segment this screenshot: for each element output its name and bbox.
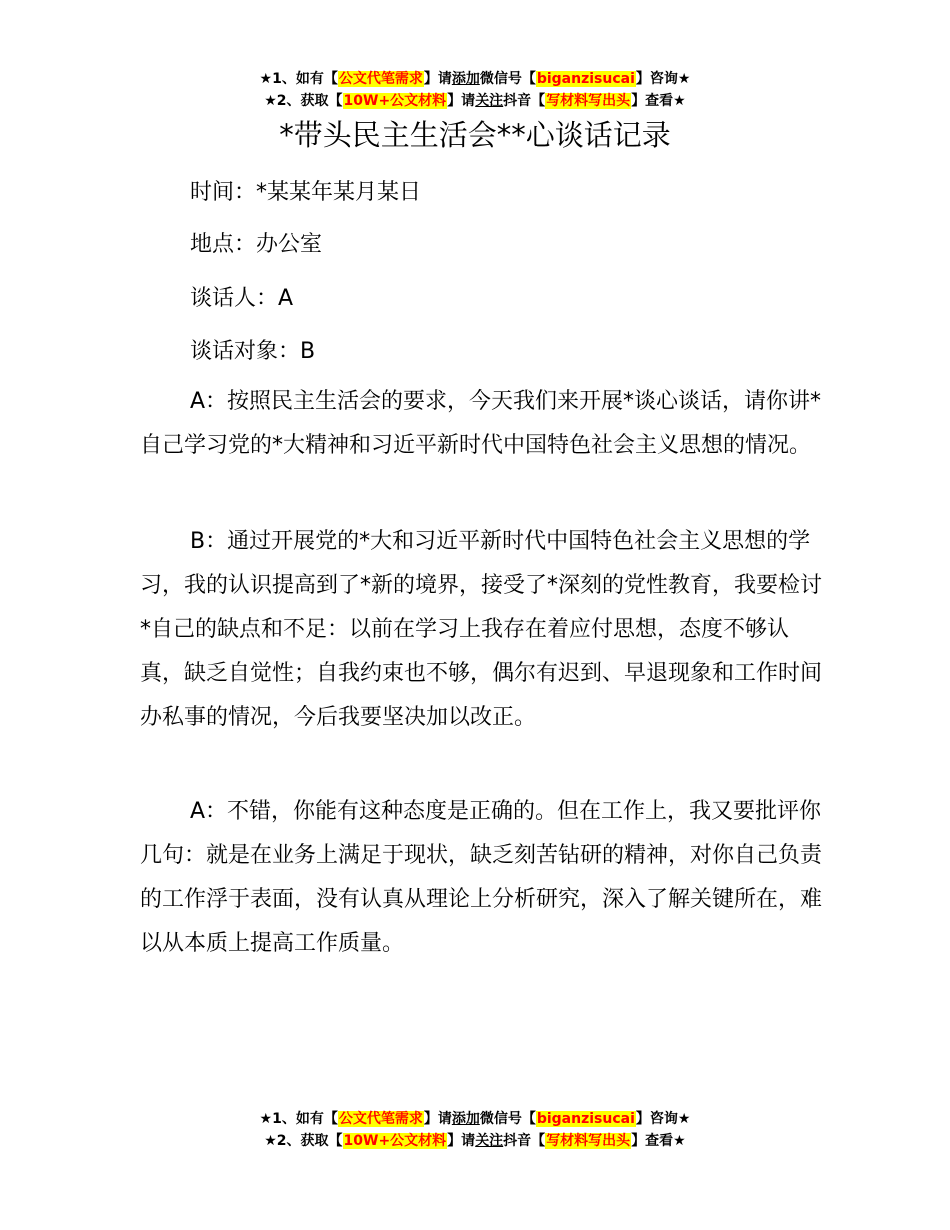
meta-time: 时间：*某某年某月某日 (190, 180, 422, 205)
dialogue-paragraph: B：通过开展党的*大和习近平新时代中国特色社会主义思想的学习，我的认识提高到了*新的境界，接受了*深刻的党性教育，我要检讨*自己的缺点和不足：以前在学习上我存在着应付思想，态度不够认真，缺乏自觉性；自我约束也不够，偶尔有迟到、早退现象和工作时间办私事的情况，今后我要坚决加以改正。 (140, 529, 823, 730)
header-banner (0, 68, 950, 112)
banner-wechat-id: biganzisucai (536, 1111, 635, 1127)
meta-place: 地点：办公室 (190, 232, 323, 257)
meta-speaker: 谈话人：A (190, 286, 294, 311)
banner-line-1: ★1、如有【公文代笔需求】请添加微信号【biganzisucai】咨询★ (259, 1111, 691, 1127)
banner-highlight: 公文代笔需求 (338, 1111, 423, 1127)
banner-line-2: ★2、获取【10W+公文材料】请关注抖音【写材料写出头】查看★ (264, 1133, 686, 1149)
banner-douyin-name: 写材料写出头 (546, 1133, 631, 1149)
banner-highlight: 10W+公文材料 (343, 1133, 447, 1149)
dialogue-paragraph: A：不错，你能有这种态度是正确的。但在工作上，我又要批评你几句：就是在业务上满足于现状，缺乏刻苦钻研的精神，对你自己负责的工作浮于表面，没有认真从理论上分析研究，深入了解关键所在，难以从本质上提高工作质量。 (140, 799, 823, 956)
footer-banner (0, 1108, 950, 1152)
banner-line-1: ★1、如有【公文代笔需求】请添加微信号【biganzisucai】咨询★ (259, 71, 691, 87)
meta-target: 谈话对象：B (190, 339, 316, 364)
banner-highlight: 公文代笔需求 (338, 71, 423, 87)
banner-line-2: ★2、获取【10W+公文材料】请关注抖音【写材料写出头】查看★ (264, 93, 686, 109)
dialogue-paragraph: A：按照民主生活会的要求，今天我们来开展*谈心谈话，请你讲*自己学习党的*大精神和习近平新时代中国特色社会主义思想的情况。 (140, 389, 822, 458)
document-title: *带头民主生活会**心谈话记录 (279, 118, 671, 152)
banner-wechat-id: biganzisucai (536, 71, 635, 87)
banner-highlight: 10W+公文材料 (343, 93, 447, 109)
banner-douyin-name: 写材料写出头 (546, 93, 631, 109)
